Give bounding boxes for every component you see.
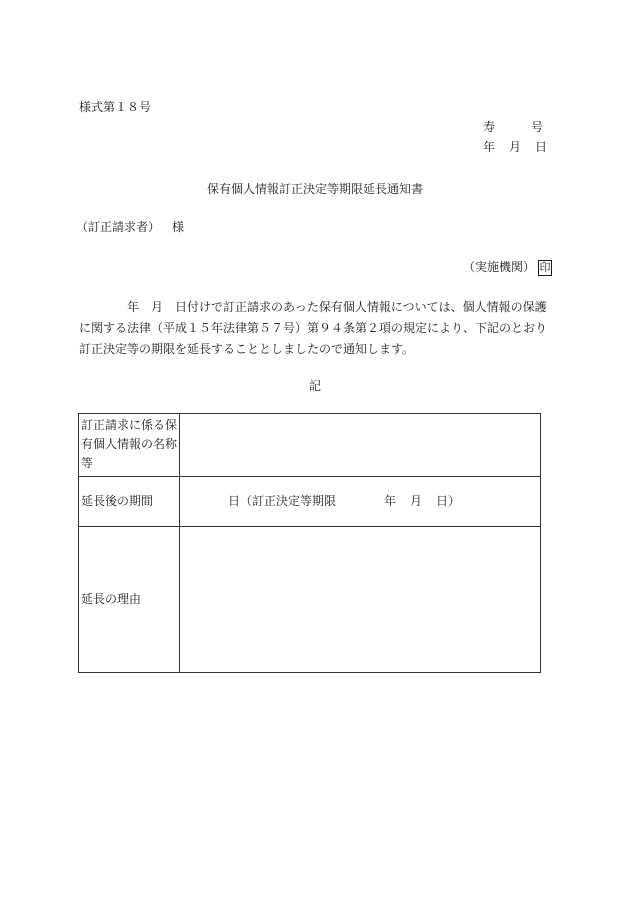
notice-body [79, 297, 554, 360]
date-day: 日 [535, 140, 548, 154]
seal-mark: 印 [539, 260, 551, 274]
personal-info-name-value [180, 414, 541, 477]
extension-reason-label: 延長の理由 [79, 527, 180, 673]
document-number-suffix: 号 [531, 120, 544, 134]
body-text: 日付けで訂正請求のあった保有個人情報については、個人情報の保護に関する法律（平成１５年法律第５７号）第９４条第２項の規定により、下記のとおり訂正決定等の期限を延長することとしましたので通知します。 [79, 300, 548, 356]
body-month: 月 [151, 300, 164, 314]
details-table [78, 413, 541, 673]
extension-reason-value [180, 527, 541, 673]
document-number [483, 118, 543, 135]
recipient-line [76, 218, 184, 235]
document-date [483, 138, 547, 155]
document-number-prefix: 寿 [483, 120, 496, 134]
extended-period-label: 延長後の期間 [79, 477, 180, 527]
table-row [79, 477, 541, 527]
implementing-agency-label: （実施機関） [462, 260, 535, 274]
period-day-text: 日（訂正決定等期限 [228, 494, 337, 508]
document-title: 保有個人情報訂正決定等期限延長通知書 [206, 182, 423, 196]
recipient-honorific: 様 [172, 220, 185, 234]
date-year: 年 [483, 140, 496, 154]
period-close: 日） [436, 494, 461, 508]
period-month: 月 [410, 494, 423, 508]
note-heading: 記 [308, 379, 321, 393]
table-row [79, 527, 541, 673]
recipient-label: （訂正請求者） [76, 220, 161, 234]
implementing-agency [463, 258, 552, 276]
personal-info-name-label: 訂正請求に係る保有個人情報の名称等 [79, 414, 180, 477]
body-year: 年 [127, 300, 140, 314]
extended-period-value [180, 477, 541, 527]
date-month: 月 [509, 140, 522, 154]
period-year: 年 [384, 494, 397, 508]
form-number: 様式第１８号 [79, 100, 152, 114]
table-row [79, 414, 541, 477]
